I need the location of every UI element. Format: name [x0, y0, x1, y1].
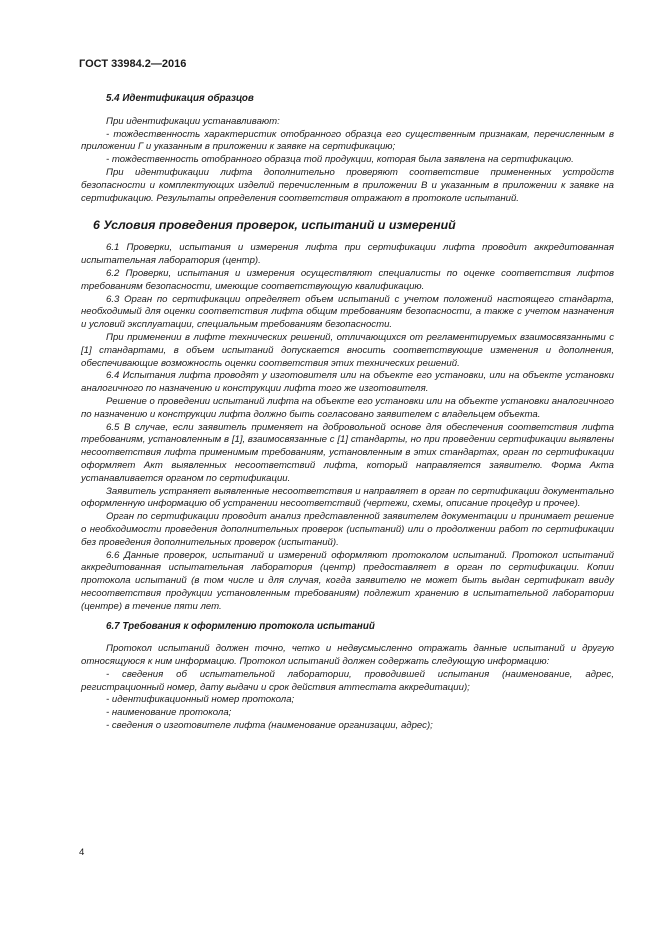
document-code-header: ГОСТ 33984.2—2016	[79, 58, 187, 70]
paragraph: 6.1 Проверки, испытания и измерения лифта при сертификации лифта проводит аккредитованная испытательная лаборатория (центр).	[81, 242, 614, 267]
paragraph: Заявитель устраняет выявленные несоответствия и направляет в орган по сертификации документально оформленную информацию об устранении несоответствий (чертежи, схемы, описание процедур и прочее).	[81, 485, 614, 510]
page-body	[81, 93, 614, 733]
list-item: - идентификационный номер протокола;	[106, 694, 295, 706]
paragraph: 6.3 Орган по сертификации определяет объем испытаний с учетом положений настоящего стандарта, необходимый для оценки соответствия лифта общим требованиям безопасности, а также с учетом назначения и условий эксплуатации, специальным требованиям безопасности.	[81, 293, 614, 331]
list-item: - сведения об испытательной лаборатории, проводившей испытания (наименование, адрес, регистрационный номер, дату выдачи и срок действия аттестата аккредитации);	[81, 668, 614, 693]
list-item: - наименование протокола;	[106, 707, 232, 719]
paragraph: 6.4 Испытания лифта проводят у изготовителя или на объекте его установки, или на объекте установки аналогичного по назначению и конструкции лифта того же изготовителя.	[81, 370, 614, 395]
paragraph: 6.6 Данные проверок, испытаний и измерений оформляют протоколом испытаний. Протокол испытаний аккредитованная испытательная лаборатория (центр) предоставляет в орган по сертификации. Копии протокола испытаний (в том числе и для случая, когда заявителю не может быть выдан сертификат ввиду несоответствия продукции установленным требованиям) подлежит хранению в испытательной лаборатории (центре) в течение пяти лет.	[81, 549, 614, 612]
section-5-4-heading: 5.4 Идентификация образцов	[106, 93, 254, 104]
paragraph: Решение о проведении испытаний лифта на объекте его установки или на объекте установки аналогичного по назначению и конструкции лифта должно быть согласовано заявителем с владельцем объекта.	[81, 395, 614, 420]
paragraph: 6.2 Проверки, испытания и измерения осуществляют специалисты по оценке соответствия лифтов требованиям безопасности, имеющие соответствующую квалификацию.	[81, 267, 614, 292]
paragraph: При идентификации устанавливают:	[106, 115, 280, 127]
paragraph: 6.5 В случае, если заявитель применяет на добровольной основе для обеспечения соответствия лифта требованиям, установленным в [1], взаимосвязанные с [1] стандарты, но при проведении сертификации выявлены несоответствия лифта применимым требованиям, установленным в этих стандартах, орган по сертификации оформляет Акт выявленных несоответствий лифта, который направляется заявителю. Форма Акта устанавливается органом по сертификации.	[81, 421, 614, 484]
list-item: - тождественность характеристик отобранного образца его существенным признакам, перечисленным в приложении Г и указанным в приложении к заявке на сертификацию;	[81, 128, 614, 153]
list-item: - тождественность отобранного образца той продукции, которая была заявлена на сертификацию.	[106, 154, 574, 166]
paragraph: Протокол испытаний должен точно, четко и недвусмысленно отражать данные испытаний и другую относящуюся к ним информацию. Протокол испытаний должен содержать следующую информацию:	[81, 643, 614, 668]
paragraph: При идентификации лифта дополнительно проверяют соответствие примененных устройств безопасности и комплектующих изделий перечисленным в приложении В и указанным в приложении к заявке на сертификацию. Результаты определения соответствия отражают в протоколе испытаний.	[81, 166, 614, 204]
section-6-7-heading: 6.7 Требования к оформлению протокола испытаний	[106, 621, 375, 633]
page-number: 4	[79, 847, 85, 858]
paragraph: При применении в лифте технических решений, отличающихся от регламентируемых взаимосвязанными с [1] стандартами, в объем испытаний допускается вносить соответствующие изменения и дополнения, обеспечивающие возможность оценки соответствия этих технических решений.	[81, 331, 614, 369]
section-6-heading: 6 Условия проведения проверок, испытаний и измерений	[93, 218, 456, 233]
list-item: - сведения о изготовителе лифта (наименование организации, адрес);	[106, 720, 433, 732]
paragraph: Орган по сертификации проводит анализ представленной заявителем документации и принимает решение о необходимости проведения дополнительных проверок (испытаний) или о продолжении работ по сертификации без проведения дополнительных проверок (испытаний).	[81, 511, 614, 548]
